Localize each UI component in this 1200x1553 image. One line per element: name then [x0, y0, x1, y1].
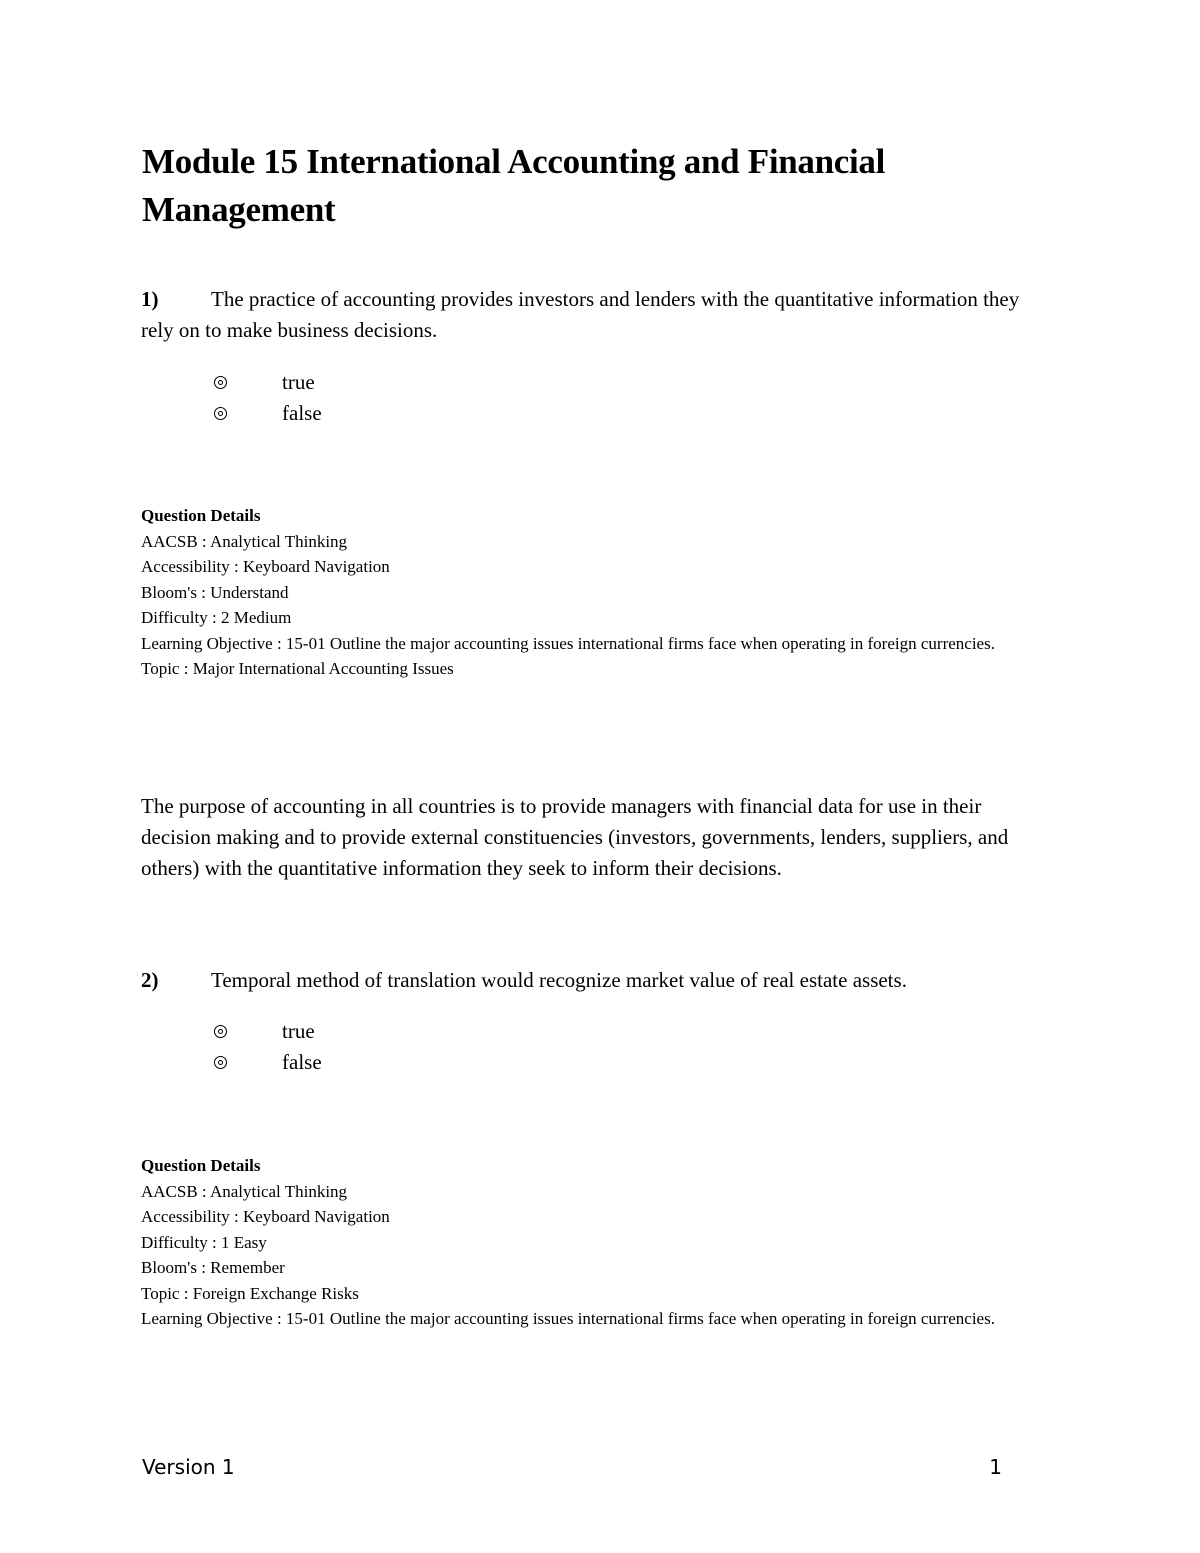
question-2 — [141, 965, 1041, 996]
details-heading: Question Details — [141, 506, 261, 525]
radio-button-icon[interactable] — [214, 376, 227, 389]
detail-line: Bloom's : Understand — [141, 582, 289, 602]
question-2-details — [141, 1153, 1051, 1332]
option-false[interactable] — [214, 398, 322, 429]
option-label: false — [282, 1050, 322, 1074]
detail-line: Difficulty : 2 Medium — [141, 608, 292, 627]
radio-button-icon[interactable] — [214, 1025, 227, 1038]
radio-button-icon[interactable] — [214, 1056, 227, 1069]
option-label: false — [282, 401, 322, 425]
page-number: 1 — [989, 1455, 1002, 1479]
version-label: Version 1 — [142, 1455, 235, 1479]
detail-line: Learning Objective : 15-01 Outline the major accounting issues international firms face when operating in foreign currencies. — [141, 633, 995, 653]
detail-line: AACSB : Analytical Thinking — [141, 531, 348, 551]
detail-line: Learning Objective : 15-01 Outline the major accounting issues international firms face when operating in foreign currencies. — [141, 1309, 995, 1328]
question-1 — [141, 284, 1041, 346]
option-label: true — [282, 370, 315, 394]
detail-line: Topic : Major International Accounting Issues — [141, 659, 454, 678]
question-number: 1) — [141, 287, 159, 311]
option-true[interactable] — [214, 1016, 322, 1047]
detail-line: Bloom's : Remember — [141, 1258, 285, 1277]
question-1-options — [214, 367, 322, 429]
detail-line: Difficulty : 1 Easy — [141, 1232, 267, 1252]
option-false[interactable] — [214, 1047, 322, 1078]
question-1-details — [141, 503, 1051, 682]
detail-line: Topic : Foreign Exchange Risks — [141, 1283, 359, 1303]
page-title: Module 15 International Accounting and Financial Management — [142, 142, 886, 229]
detail-line: AACSB : Analytical Thinking — [141, 1181, 348, 1201]
radio-button-icon[interactable] — [214, 407, 227, 420]
option-true[interactable] — [214, 367, 322, 398]
details-heading: Question Details — [141, 1156, 261, 1175]
explanation: The purpose of accounting in all countries is to provide managers with financial data for use in their decision making and to provide external constituencies (investors, governments, lenders, suppliers, and others) with the quantitative information they seek to inform their decisions. — [141, 794, 1009, 880]
page-footer — [142, 1455, 1002, 1479]
question-text: Temporal method of translation would recognize market value of real estate assets. — [211, 968, 907, 992]
question-2-options — [214, 1016, 322, 1078]
question-text: The practice of accounting provides investors and lenders with the quantitative information they rely on to make business decisions. — [141, 287, 1020, 342]
detail-line: Accessibility : Keyboard Navigation — [141, 557, 390, 576]
detail-line: Accessibility : Keyboard Navigation — [141, 1207, 390, 1226]
option-label: true — [282, 1019, 315, 1043]
question-number: 2) — [141, 968, 159, 992]
